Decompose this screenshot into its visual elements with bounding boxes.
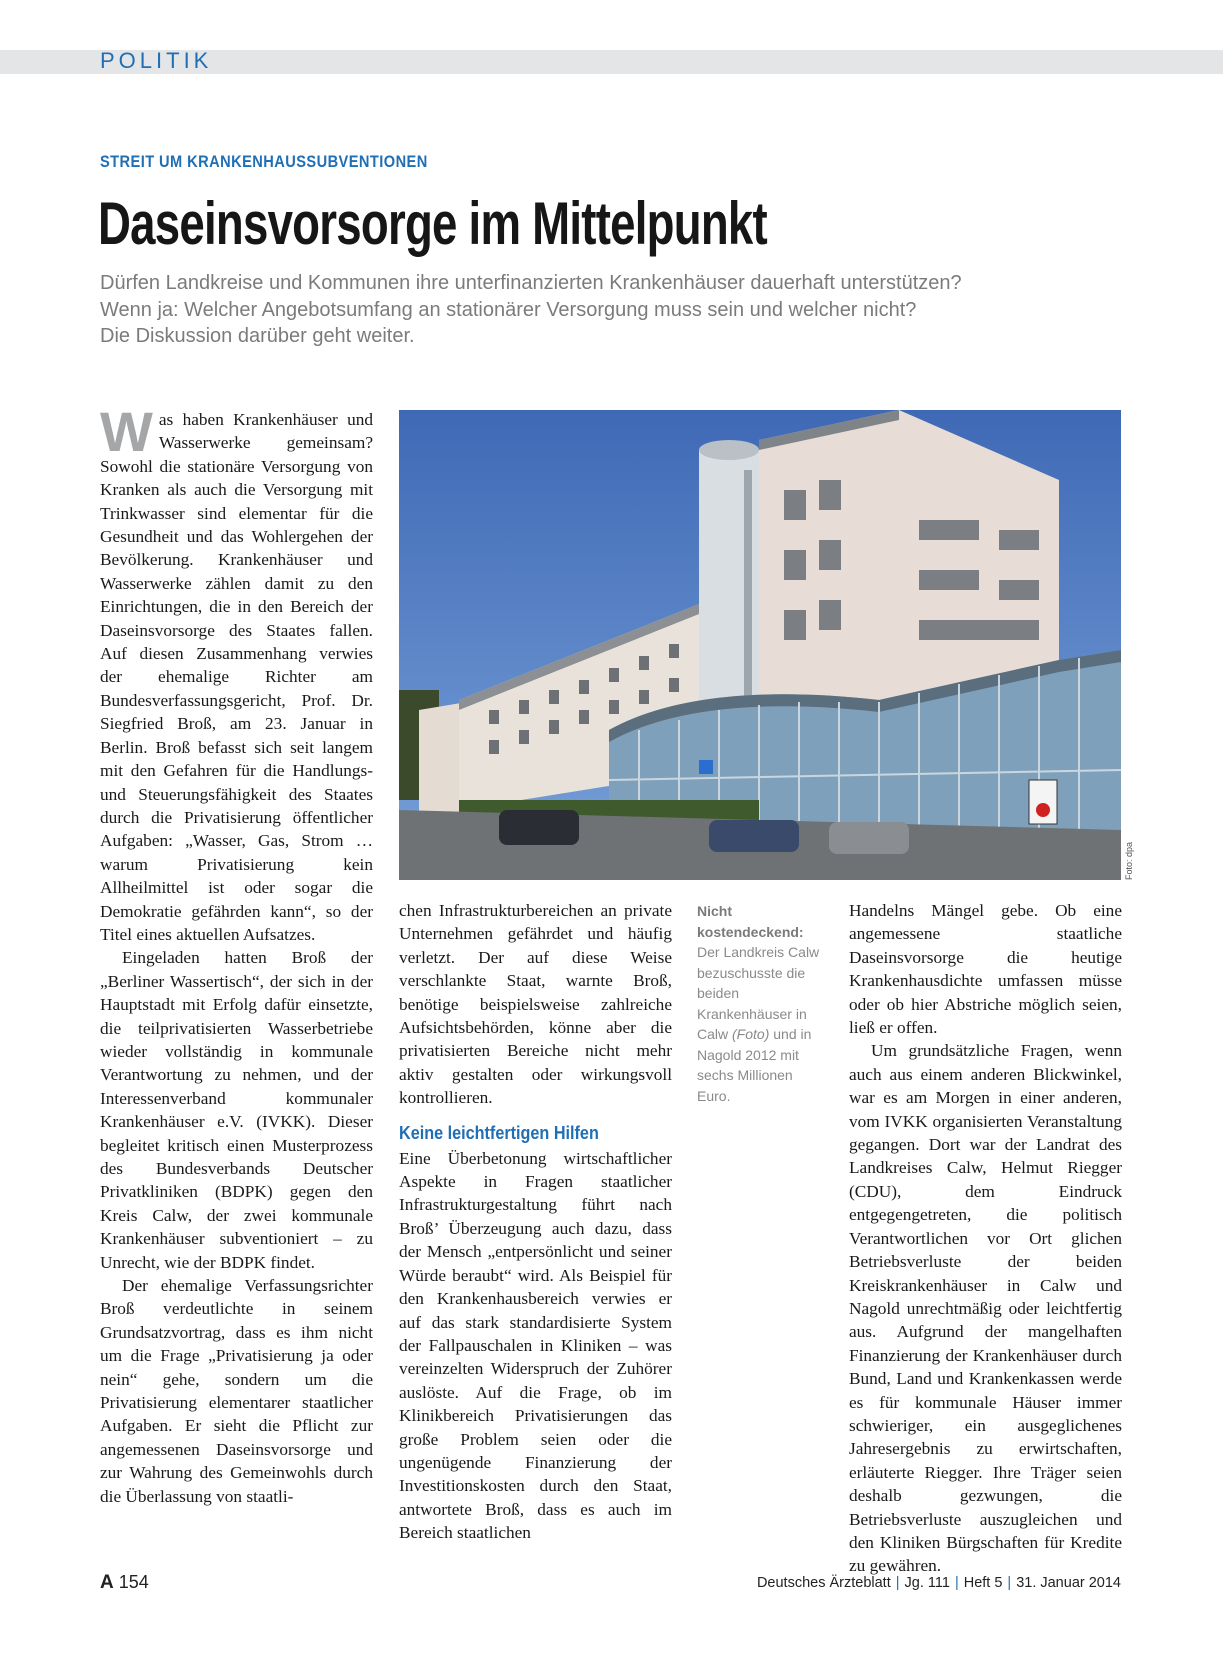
article-kicker: STREIT UM KRANKENHAUSSUBVENTIONEN [100,152,428,171]
journal-date: 31. Januar 2014 [1016,1575,1121,1591]
article-column-2 [399,899,672,1545]
lead-line: Die Diskussion darüber geht weiter. [100,325,415,347]
paragraph: Um grundsätzliche Fragen, wenn auch aus einem anderen Blickwinkel, war es am Morgen in einer anderen, vom IVKK organisierten Veranstaltung gegangen. Dort war der Landrat des Landkreises Calw, Helmut Riegger (CDU), dem Eindruck entgegengetreten, die politisch Verantwortlichen vor Ort glichen Betriebsverluste der beiden Kreiskrankenhäuser in Calw und Nagold unrechtmäßig oder leichtfertig aus. Aufgrund der mangelhaften Finanzierung der Krankenhäuser durch Bund, Land und Krankenkassen werde es für kommunale Häuser immer schwieriger, ein ausgeglichenes Jahresergebnis zu erwirtschaften, erläuterte Riegger. Ihre Träger seien deshalb gezwungen, die Betriebsverluste auszugleichen und den Kliniken Bürgschaften für Kredite zu gewähren. [849,1041,1122,1576]
drop-cap: W [100,400,153,463]
article-title: Daseinsvorsorge im Mittelpunkt [98,190,767,257]
lead-line: Wenn ja: Welcher Angebotsumfang an stationärer Versorgung muss sein und welcher nicht? [100,298,917,321]
journal-volume: Jg. 111 [904,1575,950,1591]
photo-caption: Nicht kostendeckend: Der Landkreis Calw bezuschusste die beiden Krankenhäuser in Calw (Foto) und in Nagold 2012 mit sechs Millionen Euro. [697,903,820,1104]
section-label: POLITIK [100,48,213,73]
photo-credit: Foto: dpa [1124,841,1134,880]
hospital-photo [399,410,1121,880]
paragraph: chen Infrastrukturbereichen an private Unternehmen gefährdet und häufig verletzt. Der auf diese Weise verschlankte Staat, warnte Broß, benötige beispielsweise zahlreiche Aufsichtsbehörden, könne aber die privatisierten Bereiche nicht mehr aktiv gestalten oder wirkungsvoll kontrollieren. [399,901,672,1108]
paragraph: Eingeladen hatten Broß der „Berliner Wassertisch“, der sich in der Hauptstadt mit Erfolg dafür einsetzte, die teilprivatisierten Wasserbetriebe wieder vollständig in kommunale Verantwortung zu nehmen, und der Interessenverband kommunaler Krankenhäuser e.V. (IVKK). Dieser begleitet kritisch einen Musterprozess des Bundesverbands Deutscher Privatkliniken (BDPK) gegen den Kreis Calw, der zwei kommunale Krankenhäuser subventioniert – zu Unrecht, wie der BDPK findet. [100,948,373,1272]
subheading: Keine leichtfertigen Hilfen [399,1122,599,1143]
article-column-1 [100,400,373,1508]
article-lead [100,270,1140,350]
lead-line: Dürfen Landkreise und Kommunen ihre unterfinanzierten Krankenhäuser dauerhaft unterstützen? [100,272,962,294]
paragraph: Der ehemalige Verfassungsrichter Broß verdeutlichte in seinem Grundsatzvortrag, dass es ihm nicht um die Frage „Privatisierung ja oder nein“ gehe, sondern um die Privatisierung elementarer staatlicher Aufgaben. Er sieht die Pflicht zur angemessenen Daseinsvorsorge und zur Wahrung des Gemeinwohls durch die Überlassung von staatli- [100,1276,373,1506]
journal-issue: Heft 5 [963,1575,1003,1591]
caption-italic: (Foto) [732,1026,770,1042]
caption-bold: Nicht kostendeckend: [697,903,804,940]
paragraph: Handelns Mängel gebe. Ob eine angemessene staatliche Daseinsvorsorge die heutige Krankenhausdichte umfassen müsse oder ob hier Abstriche möglich seien, ließ er offen. [849,901,1122,1038]
page-number: A 154 [100,1572,149,1593]
journal-name: Deutsches Ärzteblatt [756,1575,891,1591]
article-column-3 [849,899,1122,1578]
paragraph: Was haben Krankenhäuser und Wasserwerke gemeinsam? Sowohl die stationäre Versorgung von Kranken als auch die Versorgung mit Trinkwasser sind elementar für die Gesundheit und das Wohlergehen der Bevölkerung. Krankenhäuser und Wasserwerke zählen damit zu den Einrichtungen, die in den Bereich der Daseinsvorsorge des Staates fallen. Auf diesen Zusammenhang verwies der ehemalige Richter am Bundesverfassungsgericht, Prof. Dr. Siegfried Broß, am 23. Januar in Berlin. Broß befasst sich seit langem mit den Gefahren für die Handlungs- und Steuerungsfähigkeit des Staates durch die Privatisierung öffentlicher Aufgaben: „Wasser, Gas, Strom … warum Privatisierung kein Allheilmittel ist oder sogar die Demokratie gefährden kann“, so der Titel eines aktuellen Aufsatzes. [100,400,373,944]
paragraph: Eine Überbetonung wirtschaftlicher Aspekte in Fragen staatlicher Infrastrukturgestaltung führt nach Broß’ Überzeugung auch dazu, dass der Mensch „entpersönlicht und seiner Würde beraubt“ wird. Als Beispiel für den Krankenhausbereich verwies er auf das stark standardisierte System der Fallpauschalen in Kliniken – was vereinzelten Widerspruch der Zuhörer auslöste. Auf die Frage, ob im Klinikbereich Privatisierungen das große Problem seien oder die ungenügende Finanzierung der Investitionskosten durch den Staat, antwortete Broß, dass es auch im Bereich staatlichen [399,1148,672,1543]
journal-info: Deutsches Ärzteblatt | Jg. 111 | Heft 5 | 31. Januar 2014 [756,1575,1121,1591]
